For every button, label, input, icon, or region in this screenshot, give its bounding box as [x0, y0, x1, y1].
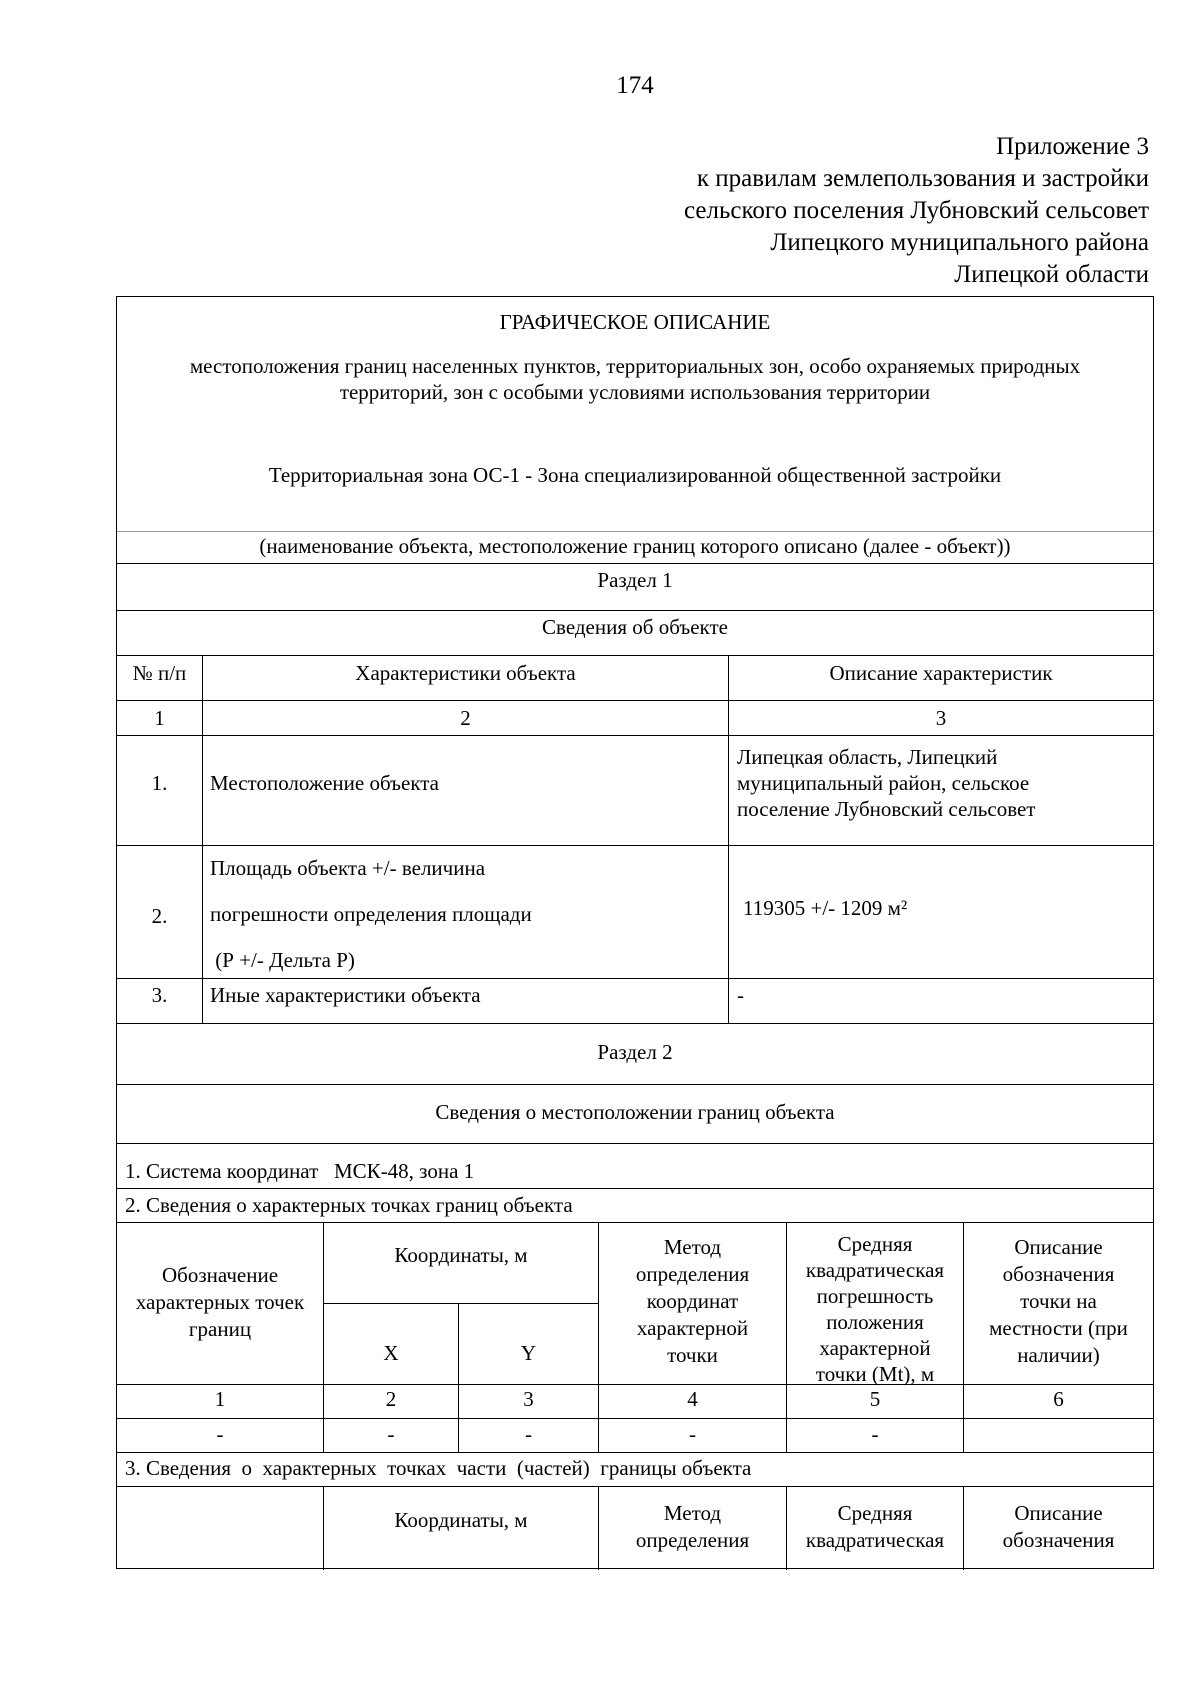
points-title: 2. Сведения о характерных точках границ объекта	[125, 1193, 573, 1217]
row-characteristic-line: Площадь объекта +/- величина	[210, 856, 486, 880]
divider	[117, 845, 1153, 846]
divider	[117, 531, 1153, 532]
appendix-line: Приложение 3	[996, 133, 1149, 160]
row-number: 3.	[151, 983, 168, 1007]
section1-title: Раздел 1	[597, 568, 673, 592]
x-header: X	[383, 1341, 399, 1365]
divider	[117, 1486, 1153, 1487]
object-caption: (наименование объекта, местоположение границ которого описано (далее - объект))	[259, 534, 1011, 558]
col-number: 1	[154, 706, 165, 730]
row-description-line: Липецкая область, Липецкий	[737, 745, 998, 769]
point-description-header: Описание обозначения точки на местности (при наличии)	[989, 1235, 1128, 1367]
coords-header: Координаты, м	[394, 1243, 528, 1267]
divider	[117, 610, 1153, 611]
col-number: 2	[460, 706, 471, 730]
form-title: ГРАФИЧЕСКОЕ ОПИСАНИЕ	[499, 310, 771, 334]
section2-title: Раздел 2	[597, 1040, 673, 1064]
divider	[117, 1222, 1153, 1223]
appendix-line: Липецкого муниципального района	[770, 229, 1149, 256]
divider	[117, 1188, 1153, 1189]
object-name: Территориальная зона ОС-1 - Зона специализированной общественной застройки	[268, 463, 1002, 487]
row-number: 1.	[151, 771, 168, 795]
divider	[117, 655, 1153, 656]
divider	[117, 1084, 1153, 1085]
row-characteristic: Местоположение объекта	[210, 771, 440, 795]
description-form	[116, 296, 1154, 1569]
table-cell: -	[525, 1422, 532, 1446]
col-header-characteristic: Характеристики объекта	[355, 661, 576, 685]
error-header: Средняя квадратическая погрешность положения характерной точки (Mt), м	[805, 1232, 945, 1386]
table-cell: -	[871, 1422, 879, 1446]
col-number: 3	[523, 1387, 534, 1411]
divider	[117, 1418, 1153, 1419]
col-header-num: № п/п	[132, 661, 187, 685]
row-description: -	[737, 983, 744, 1007]
parts-coords-header: Координаты, м	[394, 1508, 528, 1532]
divider	[117, 1452, 1153, 1453]
row-characteristic-line: (Р +/- Дельта Р)	[210, 948, 355, 972]
appendix-line: к правилам землепользования и застройки	[696, 165, 1149, 192]
col-number: 1	[214, 1387, 226, 1411]
page-number: 174	[616, 72, 654, 99]
row-description-line: муниципальный район, сельское	[737, 771, 1030, 795]
col-number: 5	[869, 1387, 881, 1411]
section1-subtitle: Сведения об объекте	[542, 615, 728, 639]
appendix-line: сельского поселения Лубновский сельсовет	[684, 197, 1149, 224]
form-subtitle-line1: местоположения границ населенных пунктов, территориальных зон, особо охраняемых природных	[189, 354, 1081, 378]
form-subtitle-line2: территорий, зон с особыми условиями использования территории	[339, 380, 931, 404]
parts-description-header: Описание обозначения	[1002, 1501, 1115, 1552]
appendix-line: Липецкой области	[954, 261, 1149, 288]
parts-method-header: Метод определения	[635, 1501, 750, 1552]
divider	[117, 735, 1153, 736]
row-number: 2.	[151, 904, 168, 928]
divider	[117, 700, 1153, 701]
appendix-block	[684, 131, 1149, 291]
area-value: 119305 +/- 1209 м²	[743, 896, 908, 920]
table-cell: -	[689, 1422, 696, 1446]
table-cell: -	[387, 1422, 395, 1446]
section2-subtitle: Сведения о местоположении границ объекта	[435, 1100, 835, 1124]
col-number: 6	[1053, 1387, 1064, 1411]
points-col1-header: Обозначение характерных точек границ	[135, 1263, 305, 1341]
divider	[117, 1023, 1153, 1024]
y-header: Y	[520, 1341, 537, 1365]
col-number: 3	[935, 706, 947, 730]
col-number: 4	[687, 1387, 698, 1411]
row-characteristic: Иные характеристики объекта	[210, 983, 481, 1007]
divider	[117, 1384, 1153, 1385]
row-description-line: поселение Лубновский сельсовет	[737, 797, 1036, 821]
divider	[117, 1143, 1153, 1144]
parts-title: 3. Сведения о характерных точках части (частей) границы объекта	[125, 1456, 752, 1480]
method-header: Метод определения координат характерной точки	[635, 1235, 750, 1367]
divider	[117, 978, 1153, 979]
parts-error-header: Средняя квадратическая	[805, 1501, 945, 1552]
divider	[117, 563, 1153, 564]
col-number: 2	[385, 1387, 397, 1411]
table-cell: -	[216, 1422, 224, 1446]
coordinate-system: 1. Система координат МСК-48, зона 1	[125, 1159, 475, 1183]
row-characteristic-line: погрешности определения площади	[210, 902, 532, 926]
divider	[323, 1303, 598, 1304]
col-header-description: Описание характеристик	[829, 661, 1053, 685]
